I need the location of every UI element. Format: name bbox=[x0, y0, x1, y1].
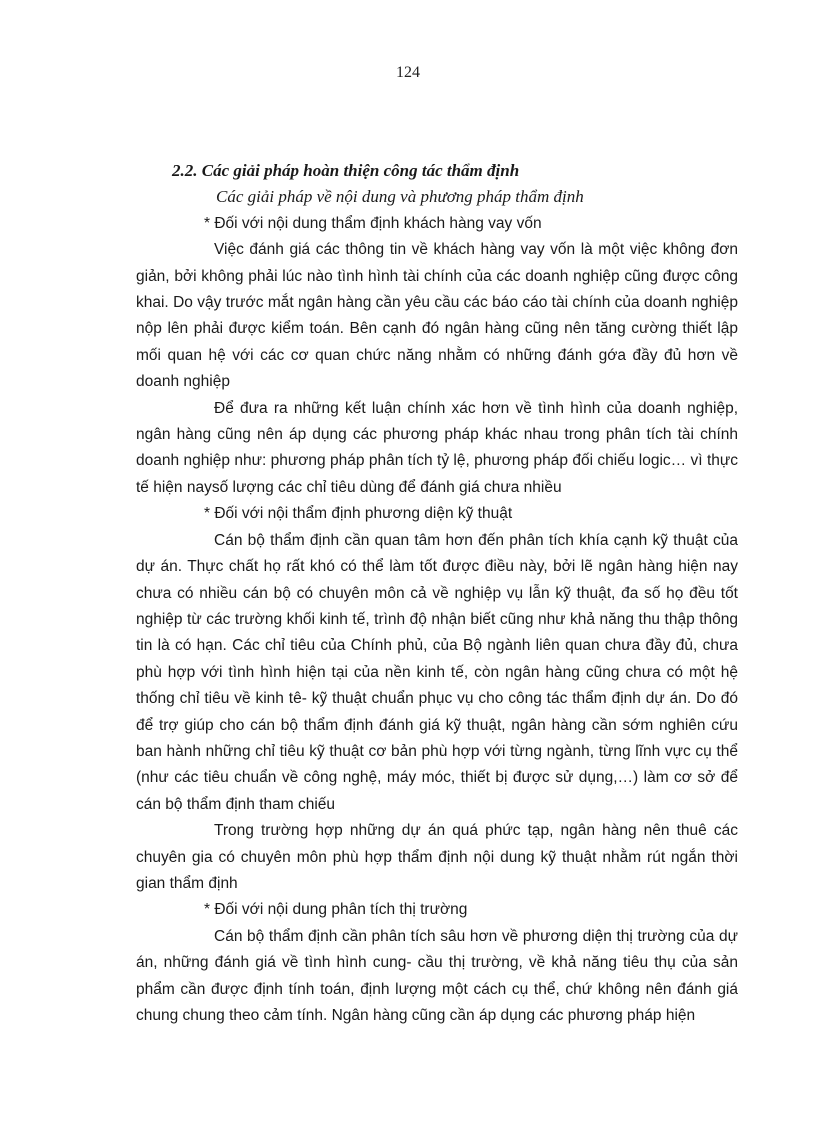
paragraph-financial-methods: Để đưa ra những kết luận chính xác hơn về tình hình của doanh nghiệp, ngân hàng cũng nên áp dụng các phương pháp khác nhau trong phân tích tài chính doanh nghiệp như: phương pháp phân tích tỷ lệ, phương pháp đối chiếu logic… vì thực tế hiện naysố lượng các chỉ tiêu dùng để đánh giá chưa nhiều bbox=[136, 399, 738, 496]
paragraph-market-analysis: Cán bộ thẩm định cần phân tích sâu hơn về phương diện thị trường của dự án, những đánh giá về tình hình cung- cầu thị trường, về khả năng tiêu thụ của sản phẩm cần được định tính toán, định lượng một cách cụ thể, chứ không nên đánh giá chung chung theo cảm tính. Ngân hàng cũng cần áp dụng các phương pháp hiện bbox=[136, 927, 738, 1024]
bullet-heading-market: * Đối với nội dung phân tích thị trường bbox=[204, 901, 468, 919]
sub-heading: Các giải pháp về nội dung và phương pháp thẩm định bbox=[216, 187, 584, 207]
section-heading: 2.2. Các giải pháp hoàn thiện công tác thẩm định bbox=[172, 161, 520, 180]
bullet-heading-technical: * Đối với nội thẩm định phương diện kỹ thuật bbox=[204, 505, 513, 523]
paragraph-customer-info: Việc đánh giá các thông tin về khách hàng vay vốn là một việc không đơn giản, bởi không phải lúc nào tình hình tài chính của các doanh nghiệp cũng được công khai. Do vậy trước mắt ngân hàng cần yêu cầu các báo cáo tài chính của doanh nghiệp nộp lên phải được kiểm toán. Bên cạnh đó ngân hàng cũng nên tăng cường thiết lập mối quan hệ với các cơ quan chức năng nhằm có những đánh gớa đầy đủ hơn về doanh nghiệp bbox=[136, 241, 738, 391]
page-number: 124 bbox=[396, 64, 420, 81]
bullet-heading-customer: * Đối với nội dung thẩm định khách hàng vay vốn bbox=[204, 214, 542, 232]
body-text bbox=[136, 158, 738, 1029]
paragraph-expert-hiring: Trong trường hợp những dự án quá phức tạp, ngân hàng nên thuê các chuyên gia có chuyên môn phù hợp thẩm định nội dung kỹ thuật nhằm rút ngắn thời gian thẩm định bbox=[136, 822, 738, 892]
paragraph-technical-analysis: Cán bộ thẩm định cần quan tâm hơn đến phân tích khía cạnh kỹ thuật của dự án. Thực chất họ rất khó có thể làm tốt được điều này, bởi lẽ ngân hàng hiện nay chưa có nhiều cán bộ có chuyên môn cả về nghiệp vụ lẫn kỹ thuật, đa số họ đều tốt nghiệp từ các trường khối kinh tế, trình độ nhận biết cũng như khả năng thu thập thông tin là có hạn. Các chỉ tiêu của Chính phủ, của Bộ ngành liên quan chưa đầy đủ, chưa phù hợp với tình hình hiện tại của nền kinh tế, còn ngân hàng cũng chưa có một hệ thống chỉ tiêu về kinh tê- kỹ thuật chuẩn phục vụ cho công tác thẩm định dự án. Do đó để trợ giúp cho cán bộ thẩm định đánh giá kỹ thuật, ngân hàng cần sớm nghiên cứu ban hành những chỉ tiêu kỹ thuật cơ bản phù hợp với từng ngành, từng lĩnh vực cụ thể (như các tiêu chuẩn về công nghệ, máy móc, thiết bị được sử dụng,…) làm cơ sở để cán bộ thẩm định tham chiếu bbox=[136, 531, 738, 813]
